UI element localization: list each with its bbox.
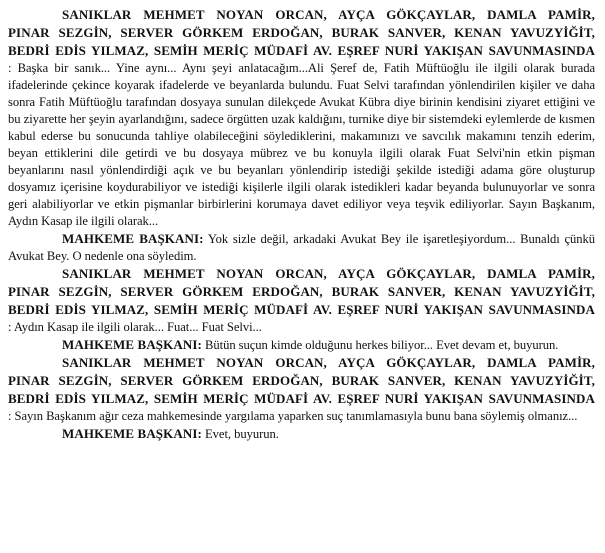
- paragraph-defense-2: [8, 265, 595, 336]
- paragraph-text: Yok sizle değil, arkadaki Avukat Bey ile işaretleşiyordum... Bunaldı çünkü Avukat Bey. O nedenle ona söyledim.: [8, 232, 595, 263]
- speaker-label: SANIKLAR MEHMET NOYAN ORCAN, AYÇA GÖKÇAYLAR, DAMLA PAMİR, PINAR SEZGİN, SERVER GÖRKEM ERDOĞAN, BURAK SANVER, KENAN YAVUZYİĞİT, BEDRİ EDİS YILMAZ, SEMİH MERİÇ MÜDAFİ AV. EŞREF NURİ YAKIŞAN SAVUNMASINDA: [8, 266, 595, 317]
- paragraph-judge-1: [8, 230, 595, 265]
- paragraph-judge-2: [8, 336, 595, 354]
- paragraph-defense-1: [8, 6, 595, 230]
- paragraph-text: : Aydın Kasap ile ilgili olarak... Fuat... Fuat Selvi...: [8, 320, 262, 334]
- speaker-label: SANIKLAR MEHMET NOYAN ORCAN, AYÇA GÖKÇAYLAR, DAMLA PAMİR, PINAR SEZGİN, SERVER GÖRKEM ERDOĞAN, BURAK SANVER, KENAN YAVUZYİĞİT, BEDRİ EDİS YILMAZ, SEMİH MERİÇ MÜDAFİ AV. EŞREF NURİ YAKIŞAN SAVUNMASINDA: [8, 355, 595, 406]
- paragraph-text: Bütün suçun kimde olduğunu herkes biliyor... Evet devam et, buyurun.: [201, 338, 559, 352]
- speaker-label: SANIKLAR MEHMET NOYAN ORCAN, AYÇA GÖKÇAYLAR, DAMLA PAMİR, PINAR SEZGİN, SERVER GÖRKEM ERDOĞAN, BURAK SANVER, KENAN YAVUZYİĞİT, BEDRİ EDİS YILMAZ, SEMİH MERİÇ MÜDAFİ AV. EŞREF NURİ YAKIŞAN SAVUNMASINDA: [8, 7, 595, 58]
- paragraph-text: : Başka bir sanık... Yine aynı... Aynı şeyi anlatacağım...Ali Şeref de, Fatih Müftüoğlu ile ilgili olarak burada ifadelerinde çekince koyarak ifadelerde ve beyanlarda bulundu. Fuat Selvi tarafından yönlendirilen kişiler ve daha sonra Fatih Müftüoğlu tarafından dosyaya sunulan dilekçede Avukat Kübra diye birinin kendisini ziyaret ettiğini ve bu ziyarette her şeyin ayarlandığını, sadece örgütten uzak kaldığını, turnike diye bir sistemdeki eylemlerde de kısmen kabul ederse bu sonucunda tahliye olabileceğini söylediklerini, makamınızı ve savcılık makamını tenzih ederim, beyan ettiklerini dile getirdi ve bu dosyaya mübrez ve bu konuyla ilgili olarak Fuat Selvi'nin etkin pişman beyanlarını nasıl yönlendirdiği açık ve bu beyanları yönlendirip istediği şekilde istediği adama göre oluşturup dosyamız içerisine koydurabiliyor ve istediği kişilerle ilgili olarak istedikleri kadar beyanda bulunuyorlar ve sonra geri alabiliyorlar ve etkin pişmanlar birbirlerini korumaya davet ediliyor veya teşvik ediliyorlar. Sayın Başkanım, Aydın Kasap ile ilgili olarak...: [8, 61, 595, 228]
- paragraph-text: Evet, buyurun.: [201, 427, 279, 441]
- speaker-label: MAHKEME BAŞKANI:: [62, 337, 202, 352]
- speaker-label: MAHKEME BAŞKANI:: [62, 231, 204, 246]
- paragraph-text: : Sayın Başkanım ağır ceza mahkemesinde yargılama yaparken suç tanımlamasıyla bunu bana söylemiş olmanız...: [8, 409, 578, 423]
- paragraph-judge-3: [8, 425, 595, 443]
- speaker-label: MAHKEME BAŞKANI:: [62, 426, 202, 441]
- paragraph-defense-3: [8, 354, 595, 425]
